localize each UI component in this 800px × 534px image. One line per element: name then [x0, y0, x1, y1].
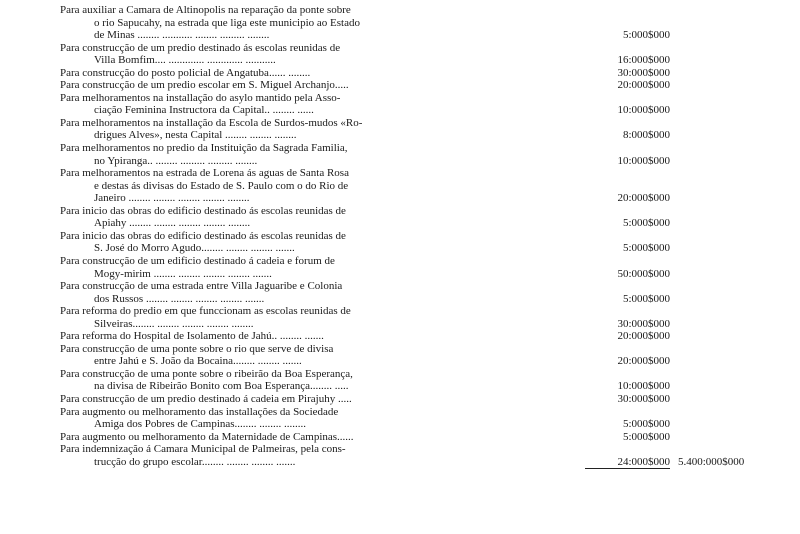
entry-description-line: Para auxiliar a Camara de Altinopolis na reparação da ponte sobre: [60, 4, 351, 16]
entry-amount: 5:000$000: [622, 217, 670, 230]
entry-description-line: Para construcção de um predio escolar em S. Miguel Archanjo.....: [60, 79, 349, 92]
entry-description-line: Para augmento ou melhoramento da Maternidade de Campinas......: [60, 430, 354, 443]
entry-description: [60, 230, 480, 255]
entry-description-line: trucção do grupo escolar........ ........ ........ .......: [94, 455, 296, 468]
entry-description-line: Para melhoramentos no predio da Instituição da Sagrada Familia,: [60, 142, 348, 155]
entry-amount: 30:000$000: [617, 317, 670, 330]
entry-description: [60, 431, 480, 444]
entry-description-line: Para reforma do predio em que funccionam as escolas reunidas de: [60, 305, 351, 318]
entry-amount: 5:000$000: [622, 292, 670, 305]
entry-description-line: entre Jahú e S. João da Bocaina........ ........ .......: [94, 355, 302, 368]
entry-description-line: de Minas ........ ........... ........ ......... ........: [94, 29, 270, 42]
entry-description: [60, 330, 480, 343]
entry-description: [60, 4, 480, 42]
entry-description: [60, 92, 480, 117]
entry-description-line: ciação Feminina Instructora da Capital.. ........ ......: [94, 104, 314, 117]
entry-description-line: S. José do Morro Agudo........ ........ ........ .......: [94, 242, 295, 255]
entry-description-line: Para melhoramentos na installação do asylo mantido pela Asso-: [60, 91, 341, 104]
entry-description: [60, 42, 480, 67]
entry-description-line: Para inicio das obras do edificio destinado ás escolas reunidas de: [60, 204, 346, 217]
entry-description-line: Para reforma do Hospital de Isolamento de Jahú.. ........ .......: [60, 330, 324, 343]
entry-description-line: Para construcção de uma estrada entre Villa Jaguaribe e Colonia: [60, 280, 343, 293]
entry-amount: 50:000$000: [617, 267, 670, 280]
entry-amount: 5:000$000: [622, 430, 670, 443]
entry-amount: 5:000$000: [622, 29, 670, 42]
entry-amount: 20:000$000: [617, 355, 670, 368]
entry-description-line: Para construcção de um predio destinado á cadeia em Pirajuhy .....: [60, 393, 352, 406]
entry-description-line: Para construcção de uma ponte sobre o ribeirão da Boa Esperança,: [60, 367, 353, 380]
entry-description: [60, 67, 480, 80]
entry-description-line: Amiga dos Pobres de Campinas........ ........ ........: [94, 418, 307, 431]
entry-amount: 20:000$000: [617, 79, 670, 92]
entry-description-line: Villa Bomfim.... ............. ............. ...........: [94, 54, 276, 67]
entry-description-line: Mogy-mirim ........ ........ ........ ........ .......: [94, 267, 272, 280]
entry-description-line: Para construcção de um edificio destinado á cadeia e forum de: [60, 255, 335, 267]
entry-description-line: drigues Alves», nesta Capital ........ ........ ........: [94, 129, 297, 142]
entry-description: [60, 79, 480, 92]
entry-description-line: e destas ás divisas do Estado de S. Paulo com o do Rio de: [94, 179, 349, 192]
entry-description-line: Para melhoramentos na estrada de Lorena ás aguas de Santa Rosa: [60, 167, 349, 180]
entry-amount: 8:000$000: [622, 129, 670, 142]
entry-description-line: Para indemnização á Camara Municipal de Palmeiras, pela cons-: [60, 443, 346, 456]
entry-description: [60, 167, 480, 205]
entry-description-line: Silveiras........ ........ ........ ........ ........: [94, 317, 254, 330]
entry-description-line: Para melhoramentos na installação da Escola de Surdos-mudos «Ro-: [60, 116, 363, 129]
entry-description-line: o rio Sapucahy, na estrada que liga este municipio ao Estado: [94, 16, 360, 29]
entry-description-line: Para construcção de uma ponte sobre o rio que serve de divisa: [60, 342, 334, 355]
entry-description: [60, 443, 480, 468]
entry-description: [60, 280, 480, 305]
entry-amount: 5:000$000: [622, 418, 670, 431]
entry-description: [60, 117, 480, 142]
entry-description: [60, 142, 480, 167]
entry-description: [60, 406, 480, 431]
entry-description-line: Apiahy ........ ........ ........ ........ ........: [94, 217, 251, 230]
entry-description-line: Para augmento ou melhoramento das installações da Sociedade: [60, 405, 339, 418]
entry-description-line: Para construcção do posto policial de Angatuba...... ........: [60, 66, 311, 79]
entry-amount: 16:000$000: [617, 54, 670, 67]
entry-amount: 24:000$000: [585, 456, 670, 470]
entry-description: [60, 343, 480, 368]
entry-amount: 30:000$000: [617, 393, 670, 406]
entry-amount: 5:000$000: [622, 242, 670, 255]
entry-amount: 10:000$000: [617, 104, 670, 117]
entry-description: [60, 305, 480, 330]
entry-amount: 10:000$000: [617, 154, 670, 167]
entry-description: [60, 393, 480, 406]
entry-amount: 10:000$000: [617, 380, 670, 393]
entry-description-line: Para construcção de um predio destinado ás escolas reunidas de: [60, 41, 341, 54]
grand-total: 5.400:000$000: [678, 455, 745, 468]
entry-description: [60, 205, 480, 230]
entry-amount: 20:000$000: [617, 330, 670, 343]
entry-description: [60, 255, 480, 280]
entry-amount: 30:000$000: [617, 66, 670, 79]
entry-description-line: no Ypiranga.. ........ ......... ......... ........: [94, 154, 258, 167]
entry-description-line: Para inicio das obras do edificio destinado ás escolas reunidas de: [60, 229, 346, 242]
entry-amount: 20:000$000: [617, 192, 670, 205]
entry-description-line: Janeiro ........ ........ ........ ........ ........: [94, 192, 250, 205]
entry-description-line: dos Russos ........ ........ ........ ........ .......: [94, 292, 265, 305]
entry-description-line: na divisa de Ribeirão Bonito com Boa Esperança........ .....: [94, 380, 349, 393]
entry-description: [60, 368, 480, 393]
